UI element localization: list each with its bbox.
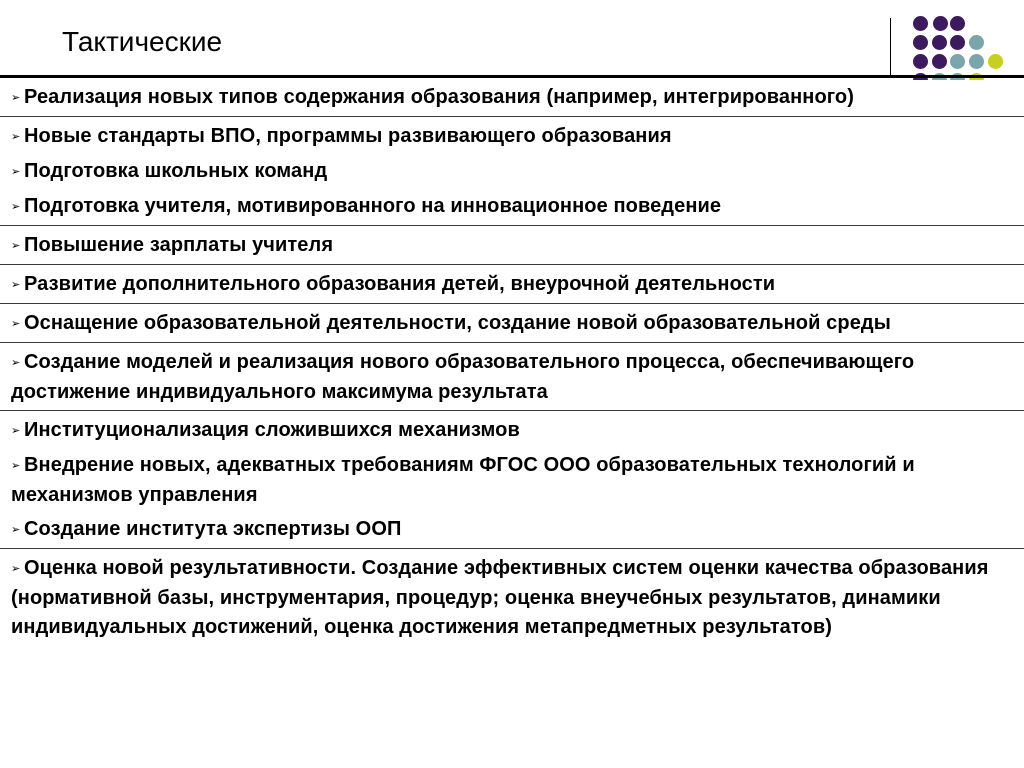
list-item-text: Создание института экспертизы ООП xyxy=(24,518,402,540)
table-row xyxy=(0,226,1024,265)
decor-dot xyxy=(932,35,947,50)
list-item xyxy=(11,309,1014,339)
list-item xyxy=(11,451,1014,510)
list-item xyxy=(11,416,1014,446)
decor-dot xyxy=(969,54,984,69)
list-item-text: Повышение зарплаты учителя xyxy=(24,234,334,256)
list-item xyxy=(11,270,1014,300)
list-item xyxy=(11,157,1014,187)
list-item xyxy=(11,348,1014,407)
list-item-text: Реализация новых типов содержания образования (например, интегрированного) xyxy=(24,86,855,108)
table-row xyxy=(0,304,1024,343)
table-row xyxy=(0,343,1024,411)
list-item-text: Развитие дополнительного образования детей, внеурочной деятельности xyxy=(24,273,776,295)
arrow-bullet-icon: ➢ xyxy=(11,425,21,437)
arrow-bullet-icon: ➢ xyxy=(11,240,21,252)
list-item xyxy=(11,192,1014,222)
list-item-text: Подготовка учителя, мотивированного на инновационное поведение xyxy=(24,195,722,217)
list-item xyxy=(11,122,1014,152)
list-item xyxy=(11,554,1014,642)
list-item-text: Институционализация сложившихся механизмов xyxy=(24,419,520,441)
content-table xyxy=(0,78,1024,645)
table-row xyxy=(0,549,1024,645)
decor-dot xyxy=(913,35,928,50)
decor-dot xyxy=(950,35,965,50)
table-row xyxy=(0,117,1024,226)
decor-dot xyxy=(988,54,1003,69)
list-item-text: Внедрение новых, адекватных требованиям ФГОС ООО образовательных технологий и механизмов управления xyxy=(11,454,915,506)
decorative-dots xyxy=(0,0,1024,80)
slide-title: Тактические xyxy=(62,26,223,57)
list-item-text: Новые стандарты ВПО, программы развивающего образования xyxy=(24,125,672,147)
list-item xyxy=(11,231,1014,261)
list-item-text: Подготовка школьных команд xyxy=(24,160,328,182)
list-item-text: Создание моделей и реализация нового образовательного процесса, обеспечивающего достижение индивидуального максимума результата xyxy=(11,351,915,403)
list-item xyxy=(11,515,1014,545)
decor-dot xyxy=(950,54,965,69)
decor-dot xyxy=(969,35,984,50)
arrow-bullet-icon: ➢ xyxy=(11,524,21,536)
list-item-text: Оснащение образовательной деятельности, создание новой образовательной среды xyxy=(24,312,891,334)
arrow-bullet-icon: ➢ xyxy=(11,166,21,178)
table-row xyxy=(0,78,1024,117)
arrow-bullet-icon: ➢ xyxy=(11,460,21,472)
arrow-bullet-icon: ➢ xyxy=(11,131,21,143)
arrow-bullet-icon: ➢ xyxy=(11,357,21,369)
arrow-bullet-icon: ➢ xyxy=(11,201,21,213)
decor-dot xyxy=(933,16,948,31)
decor-dot xyxy=(950,16,965,31)
arrow-bullet-icon: ➢ xyxy=(11,92,21,104)
table-row xyxy=(0,411,1024,549)
arrow-bullet-icon: ➢ xyxy=(11,563,21,575)
decor-dot xyxy=(913,16,928,31)
list-item xyxy=(11,83,1014,113)
decor-dot xyxy=(913,54,928,69)
arrow-bullet-icon: ➢ xyxy=(11,279,21,291)
table-row xyxy=(0,265,1024,304)
decor-dot xyxy=(932,54,947,69)
arrow-bullet-icon: ➢ xyxy=(11,318,21,330)
list-item-text: Оценка новой результативности. Создание эффективных систем оценки качества образования (нормативной базы, инструментария, процедур; оценка внеучебных результатов, динамики индивидуальных достижений, оценка достижения метапредметных результатов) xyxy=(11,557,989,638)
